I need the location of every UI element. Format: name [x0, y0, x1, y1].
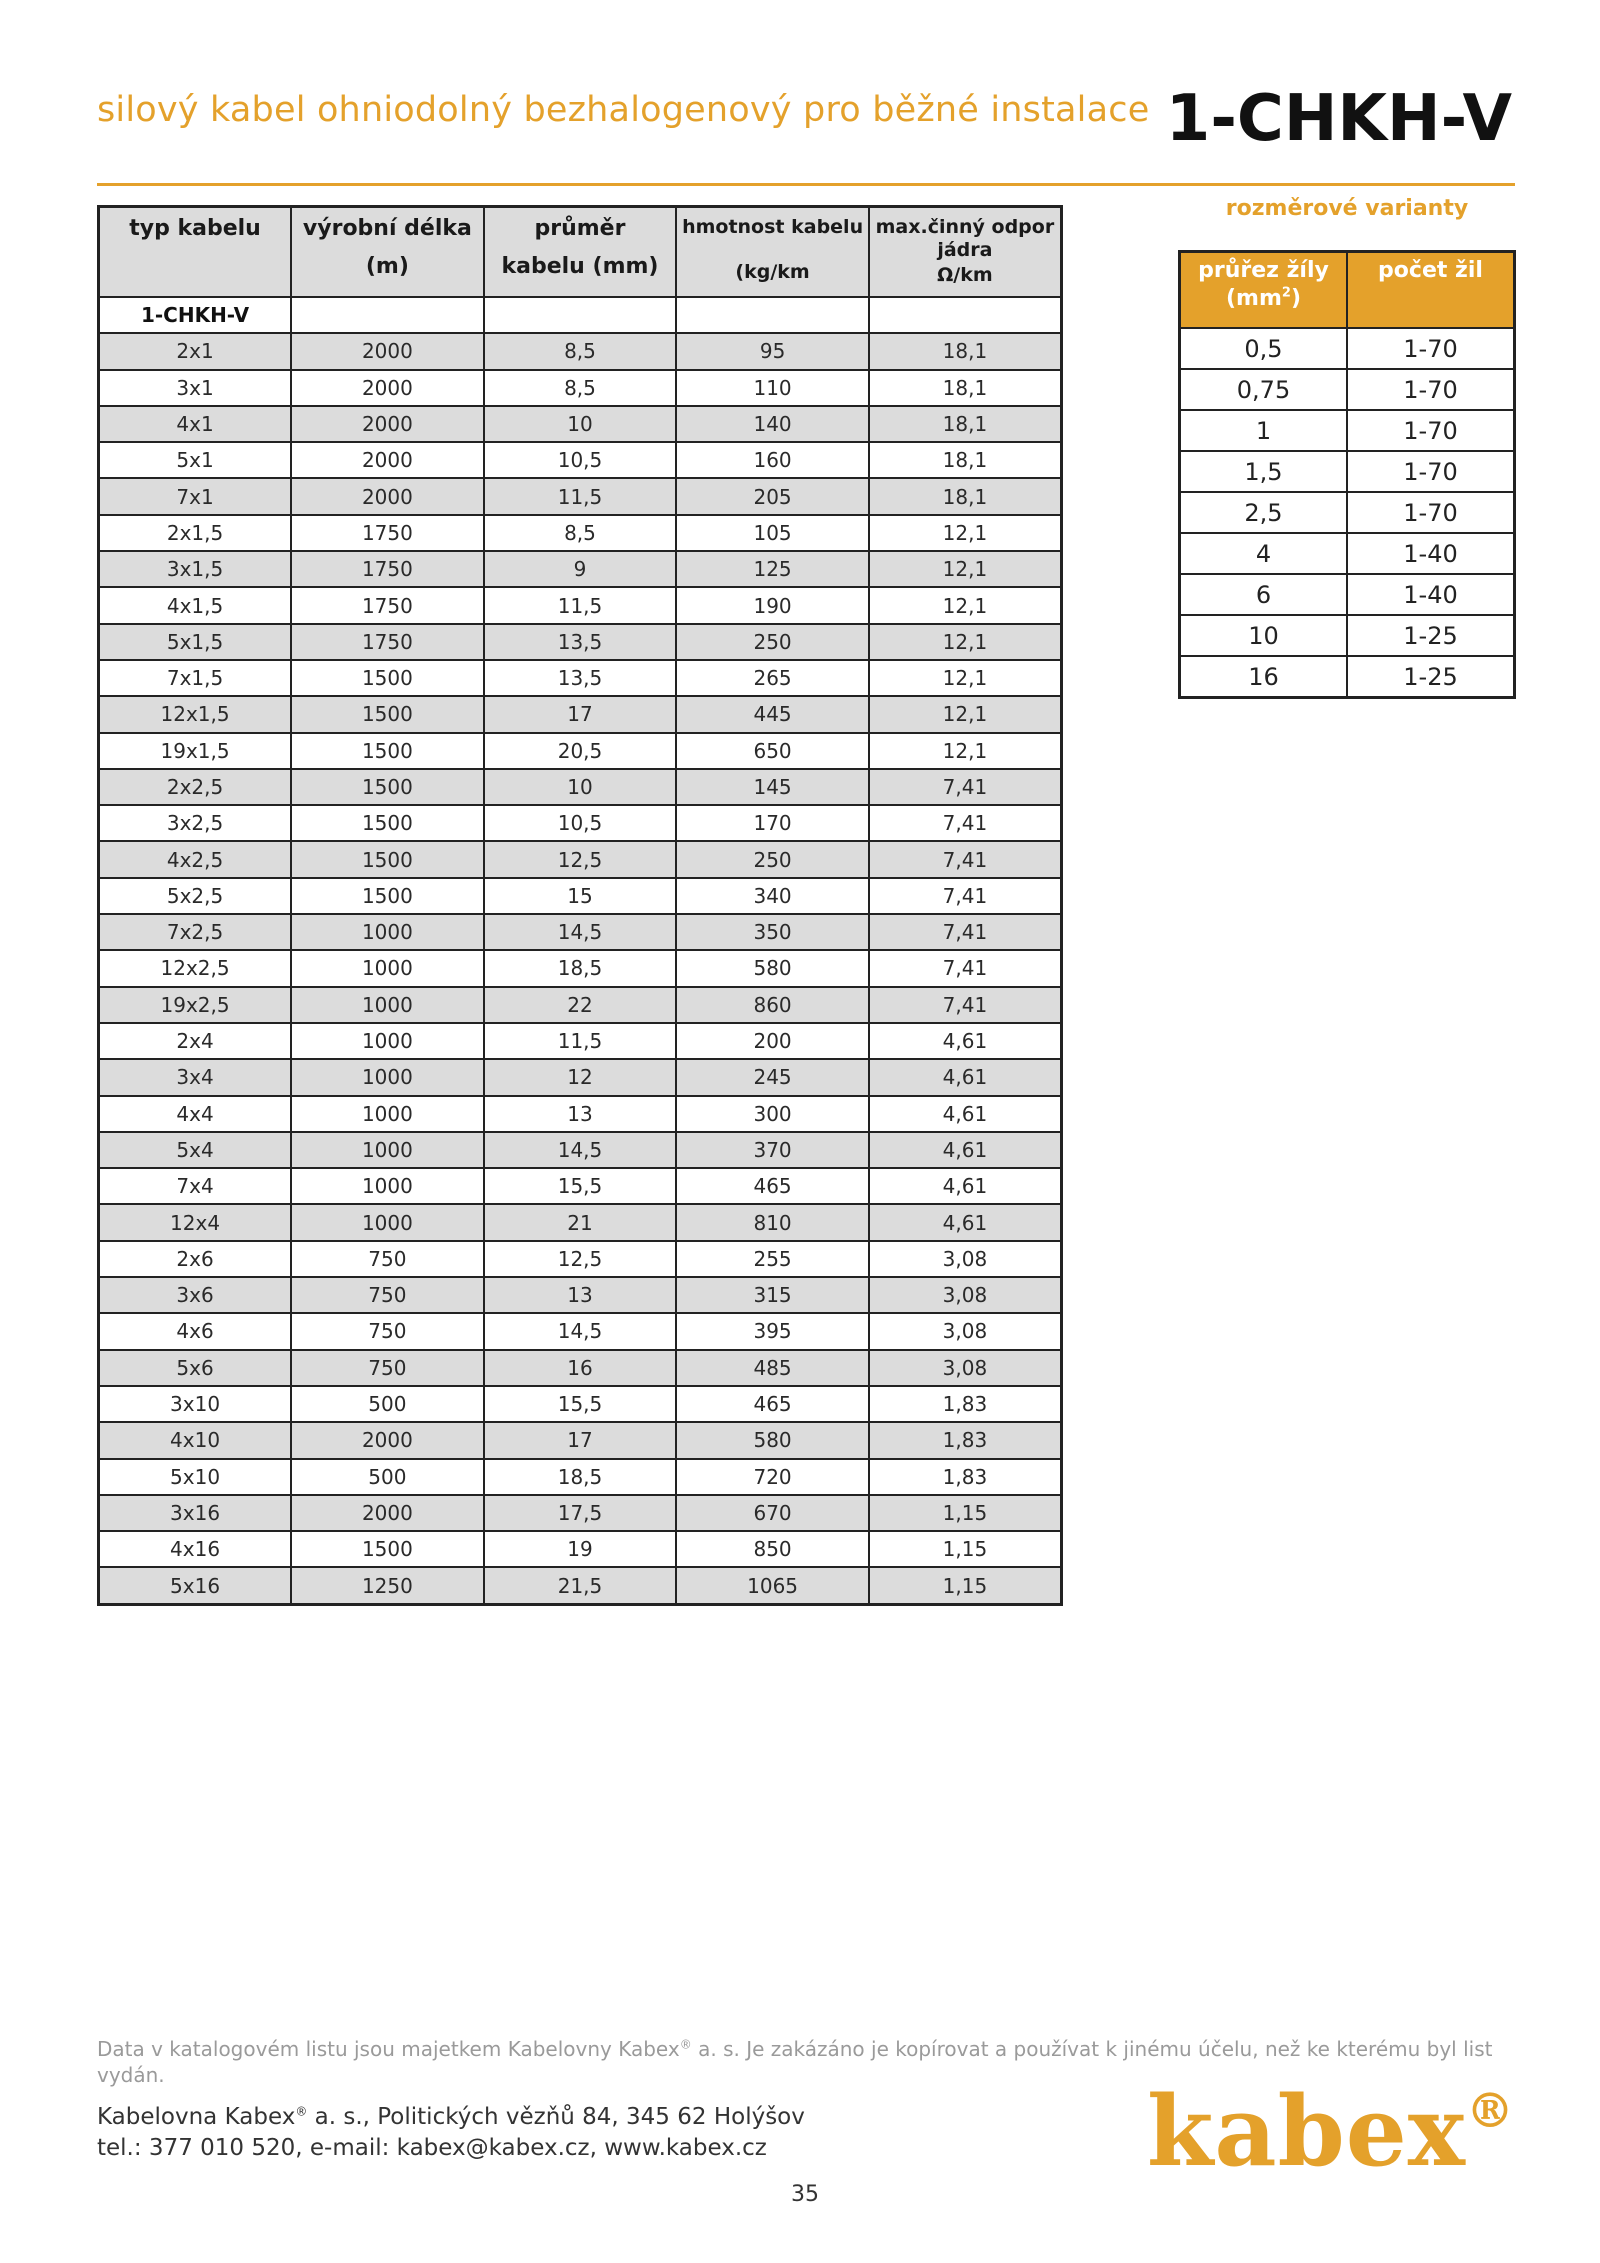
- table-cell: 340: [676, 878, 869, 914]
- table-cell: 1,83: [869, 1422, 1062, 1458]
- table-cell: 7,41: [869, 914, 1062, 950]
- table-cell: 1000: [291, 1023, 484, 1059]
- table-row: [99, 1059, 1062, 1095]
- table-cell: 7,41: [869, 805, 1062, 841]
- table-row: [99, 805, 1062, 841]
- table-cell: 4,61: [869, 1096, 1062, 1132]
- table-cell: 17: [484, 1422, 677, 1458]
- column-header-diameter: průměr kabelu (mm): [484, 207, 677, 298]
- table-cell: 12,1: [869, 733, 1062, 769]
- table-cell: 3x2,5: [99, 805, 292, 841]
- kabex-logo: kabex®: [1146, 2075, 1515, 2188]
- table-row: [1180, 533, 1515, 574]
- page-title: 1-CHKH-V: [1165, 82, 1512, 156]
- table-row: [1180, 656, 1515, 698]
- table-cell: 3x1,5: [99, 551, 292, 587]
- table-cell: 2000: [291, 1422, 484, 1458]
- table-cell: 3,08: [869, 1313, 1062, 1349]
- table-cell: 1500: [291, 696, 484, 732]
- table-cell: 8,5: [484, 370, 677, 406]
- table-cell: 110: [676, 370, 869, 406]
- table-cell: 12,1: [869, 660, 1062, 696]
- table-cell: 12x4: [99, 1204, 292, 1240]
- header-divider: [97, 183, 1515, 186]
- table-row: [99, 769, 1062, 805]
- table-cell: 1500: [291, 878, 484, 914]
- table-cell: 1-70: [1347, 492, 1515, 533]
- table-cell: 1,15: [869, 1567, 1062, 1604]
- table-cell: 1000: [291, 1096, 484, 1132]
- table-cell: 670: [676, 1495, 869, 1531]
- table-cell: 580: [676, 1422, 869, 1458]
- table-cell: 465: [676, 1168, 869, 1204]
- table-cell: 255: [676, 1241, 869, 1277]
- table-cell: 16: [1180, 656, 1348, 698]
- table-cell: 2000: [291, 333, 484, 369]
- table-cell: 10,5: [484, 805, 677, 841]
- table-cell: 3x10: [99, 1386, 292, 1422]
- table-cell: 160: [676, 442, 869, 478]
- table-row: [99, 406, 1062, 442]
- table-cell: 750: [291, 1241, 484, 1277]
- table-cell: 4x1: [99, 406, 292, 442]
- table-cell: 18,5: [484, 950, 677, 986]
- table-cell: 2x4: [99, 1023, 292, 1059]
- table-cell: 3x1: [99, 370, 292, 406]
- table-cell: 1250: [291, 1567, 484, 1604]
- table-row: [99, 1422, 1062, 1458]
- table-cell: 1000: [291, 987, 484, 1023]
- company-address: Kabelovna Kabex® a. s., Politických vězňů 84, 345 62 Holýšov: [97, 2104, 805, 2130]
- table-row: [1180, 451, 1515, 492]
- table-cell: 6: [1180, 574, 1348, 615]
- table-cell: [291, 297, 484, 333]
- table-cell: 580: [676, 950, 869, 986]
- table-cell: 1-70: [1347, 451, 1515, 492]
- table-cell: 4x1,5: [99, 587, 292, 623]
- table-cell: 1000: [291, 1168, 484, 1204]
- table-cell: 2x1: [99, 333, 292, 369]
- table-row: [99, 733, 1062, 769]
- table-cell: 850: [676, 1531, 869, 1567]
- table-cell: 485: [676, 1350, 869, 1386]
- table-cell: 1750: [291, 587, 484, 623]
- table-cell: 1750: [291, 551, 484, 587]
- table-row: [1180, 574, 1515, 615]
- table-row: [99, 333, 1062, 369]
- page-number: 35: [791, 2182, 819, 2207]
- variants-header-row: [1180, 252, 1515, 329]
- table-cell: 3x4: [99, 1059, 292, 1095]
- header-subtitle: silový kabel ohniodolný bezhalogenový pro běžné instalace: [97, 90, 1150, 130]
- table-cell: [676, 297, 869, 333]
- table-cell: 7x1,5: [99, 660, 292, 696]
- table-cell: 18,1: [869, 478, 1062, 514]
- table-row: [99, 478, 1062, 514]
- table-cell: 18,1: [869, 333, 1062, 369]
- table-row: [99, 1313, 1062, 1349]
- column-header-core-count: počet žil: [1347, 252, 1515, 329]
- table-cell: 5x16: [99, 1567, 292, 1604]
- table-cell: 810: [676, 1204, 869, 1240]
- table-row: [99, 1386, 1062, 1422]
- table-cell: 3,08: [869, 1241, 1062, 1277]
- table-row: [99, 1168, 1062, 1204]
- table-row: [99, 442, 1062, 478]
- column-header-resistance: max.činný odpor jádra Ω/km: [869, 207, 1062, 298]
- table-row: [99, 1132, 1062, 1168]
- table-header-row: [99, 207, 1062, 298]
- table-cell: 11,5: [484, 587, 677, 623]
- table-cell: 12,5: [484, 841, 677, 877]
- variants-heading: rozměrové varianty: [1225, 196, 1469, 221]
- table-cell: 10,5: [484, 442, 677, 478]
- table-cell: 11,5: [484, 478, 677, 514]
- table-cell: 1500: [291, 1531, 484, 1567]
- table-cell: 0,75: [1180, 369, 1348, 410]
- table-cell: 465: [676, 1386, 869, 1422]
- table-cell: 1750: [291, 515, 484, 551]
- table-cell: 1-40: [1347, 574, 1515, 615]
- table-row: [99, 878, 1062, 914]
- table-cell: 10: [484, 406, 677, 442]
- table-cell: 4x16: [99, 1531, 292, 1567]
- table-cell: 18,1: [869, 370, 1062, 406]
- table-cell: 17: [484, 696, 677, 732]
- table-cell: 20,5: [484, 733, 677, 769]
- table-cell: 2x2,5: [99, 769, 292, 805]
- table-cell: 250: [676, 841, 869, 877]
- table-cell: 1500: [291, 733, 484, 769]
- table-cell: 300: [676, 1096, 869, 1132]
- table-cell: 2x1,5: [99, 515, 292, 551]
- table-cell: 4,61: [869, 1023, 1062, 1059]
- table-cell: 4: [1180, 533, 1348, 574]
- table-cell: 11,5: [484, 1023, 677, 1059]
- table-cell: 1-40: [1347, 533, 1515, 574]
- table-cell: 17,5: [484, 1495, 677, 1531]
- table-cell: 7,41: [869, 769, 1062, 805]
- table-cell: 13: [484, 1277, 677, 1313]
- table-cell: 1000: [291, 1204, 484, 1240]
- table-cell: 2000: [291, 1495, 484, 1531]
- table-cell: 750: [291, 1313, 484, 1349]
- table-cell: 1-25: [1347, 615, 1515, 656]
- cable-spec-table: [97, 205, 1063, 1606]
- table-cell: 1,83: [869, 1459, 1062, 1495]
- table-cell: 105: [676, 515, 869, 551]
- table-row: [99, 624, 1062, 660]
- table-cell: 350: [676, 914, 869, 950]
- table-cell: 315: [676, 1277, 869, 1313]
- footer-disclaimer: Data v katalogovém listu jsou majetkem Kabelovny Kabex® a. s. Je zakázáno je kopírovat a používat k jinému účelu, než ke kterému byl list vydán.: [97, 2037, 1493, 2087]
- company-contact: tel.: 377 010 520, e-mail: kabex@kabex.cz, www.kabex.cz: [97, 2135, 767, 2162]
- table-cell: 1065: [676, 1567, 869, 1604]
- table-cell: 750: [291, 1350, 484, 1386]
- table-cell: 7x4: [99, 1168, 292, 1204]
- table-row: [99, 1495, 1062, 1531]
- table-row: [99, 1204, 1062, 1240]
- table-cell: 15,5: [484, 1168, 677, 1204]
- table-cell: 2,5: [1180, 492, 1348, 533]
- table-cell: 125: [676, 551, 869, 587]
- table-cell: 4,61: [869, 1059, 1062, 1095]
- table-cell: 15: [484, 878, 677, 914]
- table-cell: 14,5: [484, 1132, 677, 1168]
- table-cell: 3x16: [99, 1495, 292, 1531]
- table-row: [99, 1567, 1062, 1604]
- table-row: [99, 1277, 1062, 1313]
- table-cell: 445: [676, 696, 869, 732]
- table-row: [99, 660, 1062, 696]
- table-cell: 12,1: [869, 624, 1062, 660]
- table-cell: 1500: [291, 841, 484, 877]
- table-cell: 500: [291, 1459, 484, 1495]
- table-cell: 5x4: [99, 1132, 292, 1168]
- table-cell: 2x6: [99, 1241, 292, 1277]
- table-cell: 140: [676, 406, 869, 442]
- table-cell: 4,61: [869, 1132, 1062, 1168]
- table-cell: 1,5: [1180, 451, 1348, 492]
- table-cell: 21: [484, 1204, 677, 1240]
- size-variants-table: [1178, 250, 1516, 699]
- column-header-production-length: výrobní délka (m): [291, 207, 484, 298]
- table-cell: 7,41: [869, 841, 1062, 877]
- table-cell: 1,83: [869, 1386, 1062, 1422]
- table-cell: 15,5: [484, 1386, 677, 1422]
- table-cell: 5x2,5: [99, 878, 292, 914]
- table-cell: 860: [676, 987, 869, 1023]
- table-cell: 4x4: [99, 1096, 292, 1132]
- table-cell: 18,1: [869, 442, 1062, 478]
- table-cell: 4x6: [99, 1313, 292, 1349]
- table-row: [99, 1459, 1062, 1495]
- table-cell: 22: [484, 987, 677, 1023]
- table-cell: 12,1: [869, 587, 1062, 623]
- table-cell: 1750: [291, 624, 484, 660]
- table-cell: 720: [676, 1459, 869, 1495]
- table-cell: 1,15: [869, 1495, 1062, 1531]
- table-cell: 12,1: [869, 696, 1062, 732]
- table-cell: 4x10: [99, 1422, 292, 1458]
- table-cell: 250: [676, 624, 869, 660]
- table-cell: 5x10: [99, 1459, 292, 1495]
- table-cell: 8,5: [484, 333, 677, 369]
- table-cell: 1000: [291, 950, 484, 986]
- table-cell: 1-70: [1347, 410, 1515, 451]
- table-cell: 145: [676, 769, 869, 805]
- column-header-weight: hmotnost kabelu (kg/km: [676, 207, 869, 298]
- table-cell: 4,61: [869, 1168, 1062, 1204]
- table-row: [99, 950, 1062, 986]
- table-cell: 19x1,5: [99, 733, 292, 769]
- table-cell: 7,41: [869, 878, 1062, 914]
- table-row: [99, 987, 1062, 1023]
- table-row: [99, 551, 1062, 587]
- table-cell: 13: [484, 1096, 677, 1132]
- table-cell: 14,5: [484, 914, 677, 950]
- table-cell: 500: [291, 1386, 484, 1422]
- table-cell: 10: [484, 769, 677, 805]
- column-header-cable-type: typ kabelu: [99, 207, 292, 298]
- table-cell: 16: [484, 1350, 677, 1386]
- table-cell: 18,5: [484, 1459, 677, 1495]
- table-cell: 1-70: [1347, 328, 1515, 369]
- table-row: [99, 1531, 1062, 1567]
- table-cell: 13,5: [484, 660, 677, 696]
- table-cell: 95: [676, 333, 869, 369]
- table-cell: 3,08: [869, 1277, 1062, 1313]
- table-cell: 5x6: [99, 1350, 292, 1386]
- column-header-cross-section: průřez žíly $(mm^2)$: [1180, 252, 1348, 329]
- table-row: [99, 587, 1062, 623]
- table-row: [1180, 369, 1515, 410]
- table-cell: 1,15: [869, 1531, 1062, 1567]
- table-cell: 1000: [291, 1059, 484, 1095]
- table-cell: 5x1,5: [99, 624, 292, 660]
- table-cell: 395: [676, 1313, 869, 1349]
- table-row: [99, 841, 1062, 877]
- table-cell: 4x2,5: [99, 841, 292, 877]
- table-cell: 2000: [291, 442, 484, 478]
- table-cell: 200: [676, 1023, 869, 1059]
- table-cell: 7,41: [869, 950, 1062, 986]
- table-cell: 265: [676, 660, 869, 696]
- table-cell: 7x2,5: [99, 914, 292, 950]
- table-cell: 2000: [291, 406, 484, 442]
- table-row: [1180, 328, 1515, 369]
- table-row: [99, 1350, 1062, 1386]
- table-cell: 3x6: [99, 1277, 292, 1313]
- table-cell: 1000: [291, 914, 484, 950]
- table-row: [99, 1096, 1062, 1132]
- table-cell: 10: [1180, 615, 1348, 656]
- table-row: [99, 515, 1062, 551]
- table-cell: 12x1,5: [99, 696, 292, 732]
- table-row: [99, 914, 1062, 950]
- table-section-row: [99, 297, 1062, 333]
- table-cell: 650: [676, 733, 869, 769]
- table-cell: 18,1: [869, 406, 1062, 442]
- table-cell: 12,1: [869, 551, 1062, 587]
- table-cell: 205: [676, 478, 869, 514]
- table-cell: 1500: [291, 805, 484, 841]
- table-row: [1180, 410, 1515, 451]
- table-cell: 21,5: [484, 1567, 677, 1604]
- table-cell: 4,61: [869, 1204, 1062, 1240]
- table-row: [99, 1241, 1062, 1277]
- table-cell: 0,5: [1180, 328, 1348, 369]
- table-cell: 12,5: [484, 1241, 677, 1277]
- table-row: [1180, 615, 1515, 656]
- table-cell: [869, 297, 1062, 333]
- table-cell: 170: [676, 805, 869, 841]
- table-cell: 19: [484, 1531, 677, 1567]
- table-cell: 13,5: [484, 624, 677, 660]
- table-cell: 190: [676, 587, 869, 623]
- table-cell: 245: [676, 1059, 869, 1095]
- table-cell: 8,5: [484, 515, 677, 551]
- table-cell: [484, 297, 677, 333]
- table-cell: 7x1: [99, 478, 292, 514]
- table-cell: 7,41: [869, 987, 1062, 1023]
- table-cell: 750: [291, 1277, 484, 1313]
- table-row: [1180, 492, 1515, 533]
- table-cell: 1500: [291, 769, 484, 805]
- table-row: [99, 696, 1062, 732]
- footer-address: [97, 2102, 805, 2164]
- table-cell: 9: [484, 551, 677, 587]
- table-cell: 12: [484, 1059, 677, 1095]
- table-cell: 12x2,5: [99, 950, 292, 986]
- table-cell: 370: [676, 1132, 869, 1168]
- table-cell: 1000: [291, 1132, 484, 1168]
- table-cell: 2000: [291, 370, 484, 406]
- table-cell: 12,1: [869, 515, 1062, 551]
- table-cell: 1: [1180, 410, 1348, 451]
- table-cell: 19x2,5: [99, 987, 292, 1023]
- table-cell: 3,08: [869, 1350, 1062, 1386]
- table-cell: 1500: [291, 660, 484, 696]
- table-cell: 5x1: [99, 442, 292, 478]
- section-label: 1-CHKH-V: [99, 297, 292, 333]
- table-cell: 1-70: [1347, 369, 1515, 410]
- table-cell: 14,5: [484, 1313, 677, 1349]
- table-row: [99, 1023, 1062, 1059]
- table-cell: 2000: [291, 478, 484, 514]
- table-row: [99, 370, 1062, 406]
- table-cell: 1-25: [1347, 656, 1515, 698]
